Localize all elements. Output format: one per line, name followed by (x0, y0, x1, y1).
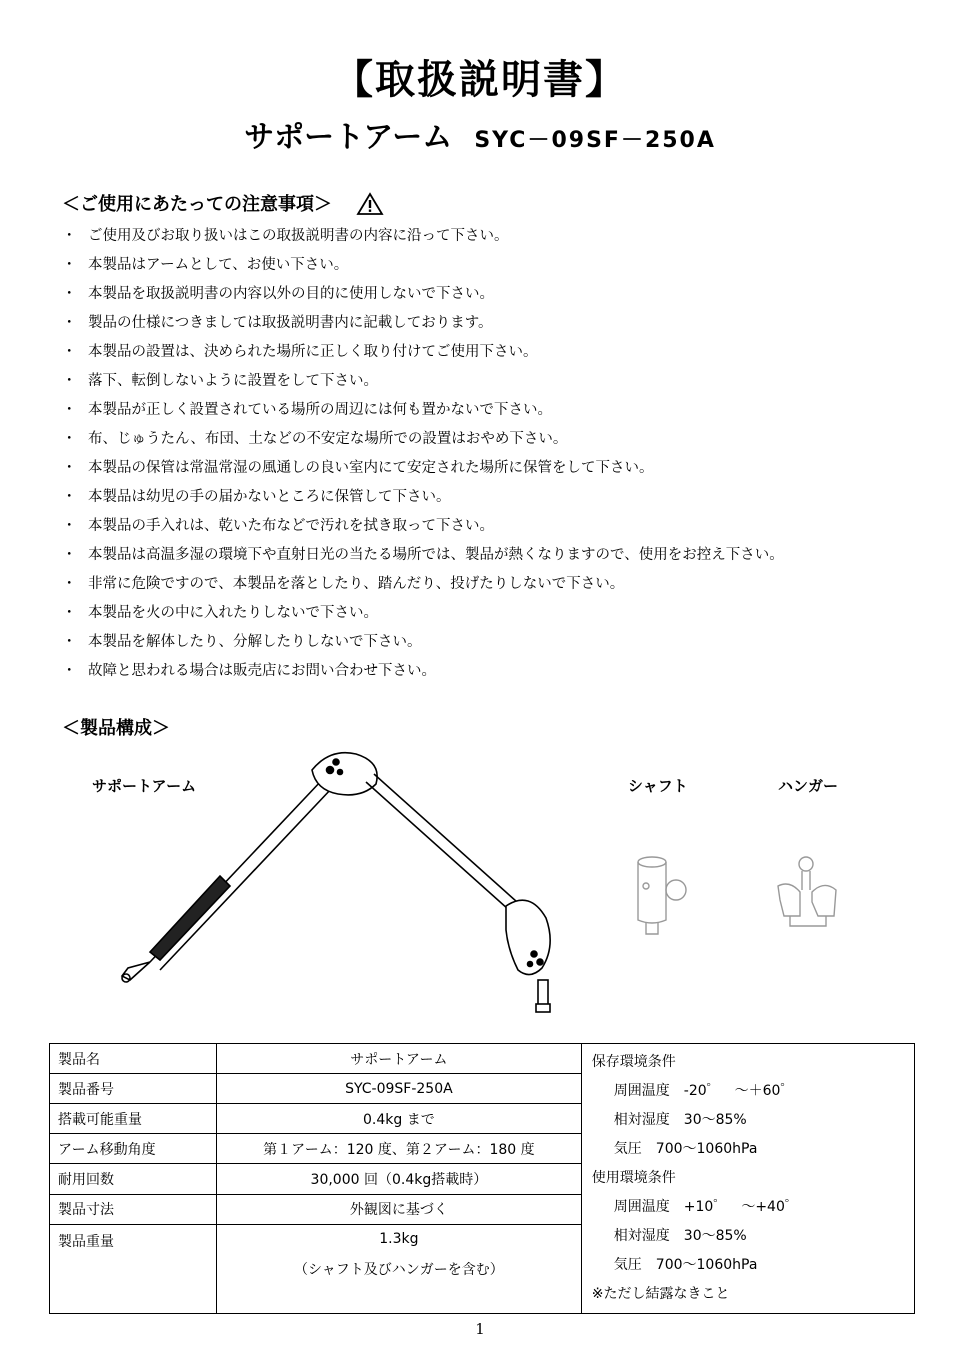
list-item: ・ ご使用及びお取り扱いはこの取扱説明書の内容に沿って下さい。 (62, 228, 509, 244)
spec-label: 製品名 (50, 1044, 217, 1074)
environment-conditions (581, 1044, 914, 1314)
spec-value: SYC-09SF-250A (216, 1074, 581, 1104)
use-pressure: 気圧 700～1060hPa (613, 1257, 758, 1273)
weight-note: （シャフト及びハンガーを含む） (294, 1261, 504, 1278)
list-item: ・ 落下、転倒しないように設置をして下さい。 (62, 373, 378, 389)
spec-value: 第１アーム：120 度、第２アーム：180 度 (216, 1134, 581, 1164)
product-heading (0, 112, 960, 156)
spec-value: 0.4kg まで (216, 1104, 581, 1134)
spec-value: サポートアーム (216, 1044, 581, 1074)
use-temperature: 周囲温度 +10゜ ～+40゜ (613, 1199, 799, 1215)
spec-table (49, 1043, 915, 1314)
part-label-shaft: シャフト (628, 777, 688, 795)
product-illustration (0, 740, 960, 1030)
use-humidity: 相対湿度 30～85% (613, 1228, 747, 1244)
spec-label: 搭載可能重量 (50, 1104, 217, 1134)
composition-heading: ＜製品構成＞ (62, 718, 170, 739)
list-item: ・ 本製品の保管は常温常湿の風通しの良い室内にて安定された場所に保管をして下さい。 (62, 460, 654, 476)
list-item: ・ 本製品は高温多湿の環境下や直射日光の当たる場所では、製品が熱くなりますので、使用をお控え下さい。 (62, 547, 784, 563)
product-name: サポートアーム (244, 120, 453, 155)
spec-label: 製品重量 (50, 1224, 217, 1313)
list-item: ・ 本製品はアームとして、お使い下さい。 (62, 257, 349, 273)
use-heading: 使用環境条件 (591, 1170, 676, 1186)
condensation-note: ※ただし結露なきこと (591, 1286, 730, 1302)
spec-label: 製品番号 (50, 1074, 217, 1104)
weight-value: 1.3kg (379, 1230, 419, 1247)
storage-temperature: 周囲温度 -20゜ ～＋60゜ (613, 1083, 795, 1099)
list-item: ・ 布、じゅうたん、布団、土などの不安定な場所での設置はおやめ下さい。 (62, 431, 568, 447)
list-item: ・ 製品の仕様につきましては取扱説明書内に記載しております。 (62, 315, 493, 331)
warning-triangle-icon (356, 192, 384, 216)
storage-heading: 保存環境条件 (591, 1054, 676, 1070)
shaft-drawing (638, 857, 686, 934)
table-row (50, 1044, 915, 1074)
list-item: ・ 本製品の設置は、決められた場所に正しく取り付けてご使用下さい。 (62, 344, 538, 360)
spec-value: 30,000 回（0.4kg搭載時） (216, 1164, 581, 1194)
spec-label: アーム移動角度 (50, 1134, 217, 1164)
spec-value (216, 1224, 581, 1313)
list-item: ・ 本製品を火の中に入れたりしないで下さい。 (62, 605, 378, 621)
spec-label: 製品寸法 (50, 1194, 217, 1224)
part-label-support-arm: サポートアーム (92, 777, 197, 795)
list-item: ・ 本製品を取扱説明書の内容以外の目的に使用しないで下さい。 (62, 286, 494, 302)
list-item: ・ 本製品が正しく設置されている場所の周辺には何も置かないで下さい。 (62, 402, 552, 418)
spec-value: 外観図に基づく (216, 1194, 581, 1224)
list-item: ・ 本製品の手入れは、乾いた布などで汚れを拭き取って下さい。 (62, 518, 494, 534)
model-number: SYC－09SF－250A (474, 128, 716, 153)
list-item: ・ 非常に危険ですので、本製品を落としたり、踏んだり、投げたりしないで下さい。 (62, 576, 625, 592)
cautions-heading-text: ＜ご使用にあたっての注意事項＞ (62, 194, 332, 215)
cautions-heading (62, 190, 384, 216)
support-arm-drawing (122, 753, 550, 1012)
list-item: ・ 本製品は幼児の手の届かないところに保管して下さい。 (62, 489, 451, 505)
hanger-drawing (778, 857, 836, 926)
spec-label: 耐用回数 (50, 1164, 217, 1194)
list-item: ・ 本製品を解体したり、分解したりしないで下さい。 (62, 634, 422, 650)
storage-humidity: 相対湿度 30～85% (613, 1112, 747, 1128)
list-item: ・ 故障と思われる場合は販売店にお問い合わせ下さい。 (62, 663, 436, 679)
page-number: 1 (475, 1320, 485, 1338)
document-title: 【取扱説明書】 (333, 57, 627, 103)
part-label-hanger: ハンガー (778, 777, 839, 795)
cautions-list (62, 222, 784, 686)
storage-pressure: 気圧 700～1060hPa (613, 1141, 758, 1157)
